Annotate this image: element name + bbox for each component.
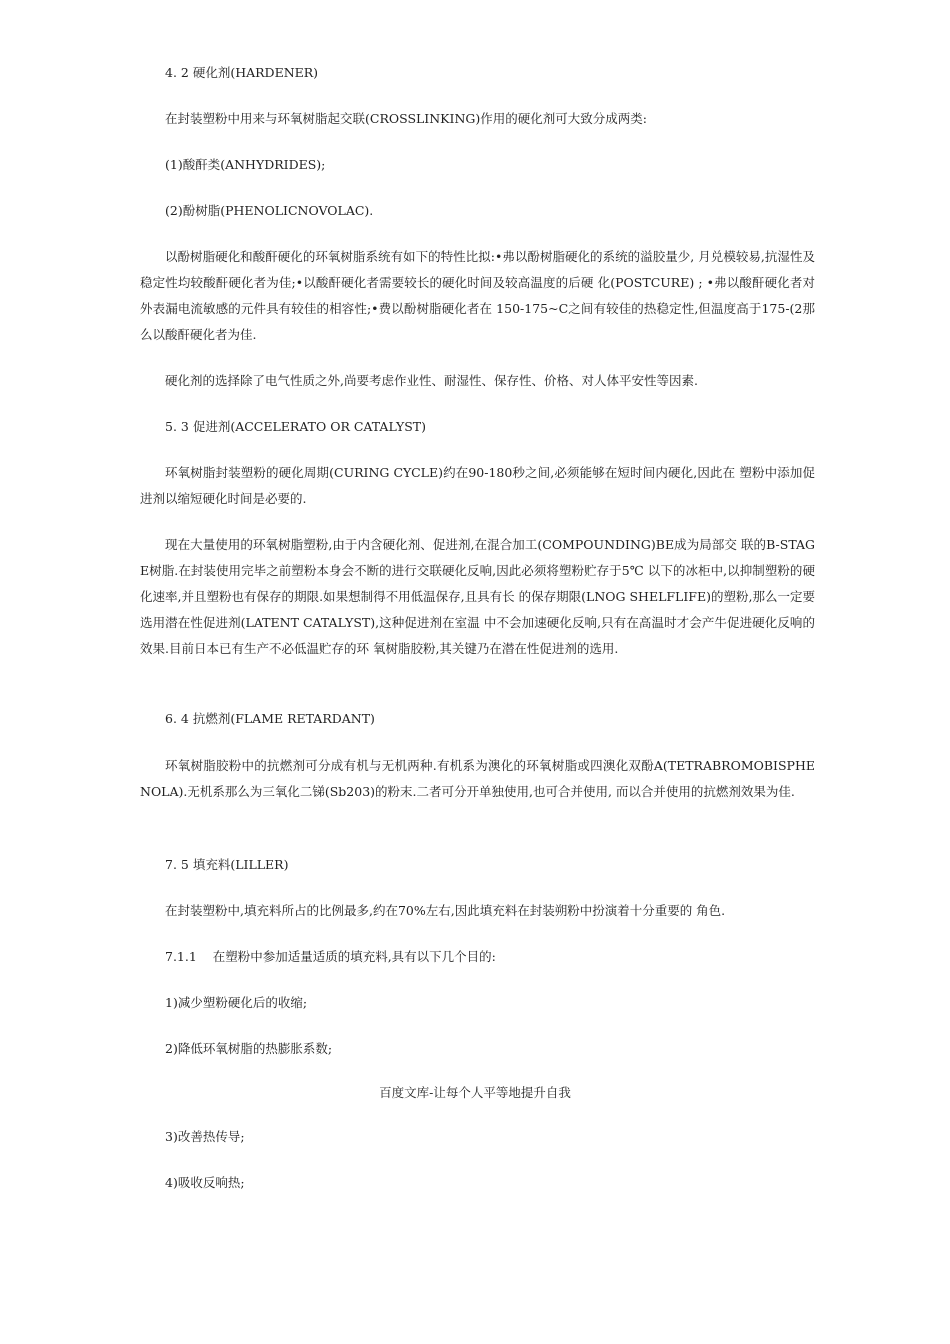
list-item-heat-conduction: 3)改善热传导; [165, 1129, 245, 1144]
paragraph-filler-intro: 在封装塑粉中,填充料所占的比例最多,约在70%左右,因此填充料在封装朔粉中扮演着十分重要的 角色. [165, 903, 726, 918]
list-item-thermal-expansion: 2)降低环氧树脂的热膨胀系数; [165, 1041, 333, 1056]
page-footer: 百度文库-让每个人平等地提升自我 [379, 1085, 571, 1100]
sub-heading-7-1-1: 7.1.1 在塑粉中参加适量适质的填充料,具有以下几个目的: [165, 949, 496, 964]
paragraph-curing-cycle: 环氧树脂封装塑粉的硬化周期(CURING CYCLE)约在90-180秒之间,必须能够在短时间内硬化,因此在 塑粉中添加促进剂以缩短硬化时间是必要的. [140, 465, 815, 506]
paragraph-latent-catalyst: 现在大量使用的环氧树脂塑粉,由于内含硬化剂、促进剂,在混合加工(COMPOUNDING)BE成为局部交 联的B-STAGE树脂.在封装使用完毕之前塑粉本身会不断的进行交联硬化反响,因此必须将塑粉贮存于5℃ 以下的冰柜中,以抑制塑粉的硬化速率,并且塑粉也有保存的期限.如果想制得不用低温保存,且具有长 的保存期限(LNOG SHELFLIFE)的塑粉,那么一定要选用潜在性促进剂(LATENT CATALYST),这种促进剂在室温 中不会加速硬化反响,只有在高温时才会产牛促进硬化反响的效果.目前日本已有生产不必低温贮存的环 氧树脂胶粉,其关键乃在潜在性促进剂的选用. [140, 537, 815, 656]
list-item-anhydrides: (1)酸酐类(ANHYDRIDES); [165, 157, 326, 172]
paragraph-flame-retardant: 环氧树脂胶粉中的抗燃剂可分成有机与无机两种.有机系为澳化的环氧树脂或四澳化双酚A(TETRABROMOBISPHENOLA).无机系那么为三氧化二锑(Sb203)的粉末.二者可分开单独使用,也可合并使用, 而以合并使用的抗燃剂效果为佳. [140, 758, 815, 799]
section-heading-7-5: 7. 5 填充料(LILLER) [165, 857, 289, 872]
section-heading-4-2: 4. 2 硬化剂(HARDENER) [165, 65, 319, 80]
list-item-phenolic: (2)酚树脂(PHENOLICNOVOLAC). [165, 203, 374, 218]
list-item-absorb-heat: 4)吸收反响热; [165, 1175, 245, 1190]
paragraph-hardener-comparison: 以酚树脂硬化和酸酐硬化的环氧树脂系统有如下的特性比拟:•弗以酚树脂硬化的系统的溢胶量少, 月兑模较易,抗湿性及稳定性均较酸酐硬化者为佳;•以酸酐硬化者需要较长的硬化时间及较高温度的后硬 化(POSTCURE) ; •弗以酸酐硬化者对外表漏电流敏感的元件具有较佳的相容性;•费以酚树脂硬化者在 150-175~C之间有较佳的热稳定性,但温度高于175-(2那么以酸酐硬化者为佳. [140, 249, 815, 342]
list-item-reduce-shrinkage: 1)减少塑粉硬化后的收缩; [165, 995, 308, 1010]
paragraph-hardener-selection: 硬化剂的选择除了电气性质之外,尚要考虑作业性、耐湿性、保存性、价格、对人体平安性等因素. [165, 373, 698, 388]
paragraph-hardener-intro: 在封装塑粉中用来与环氧树脂起交联(CROSSLINKING)作用的硬化剂可大致分成两类: [165, 111, 647, 126]
section-heading-5-3: 5. 3 促进剂(ACCELERATO OR CATALYST) [165, 419, 426, 434]
section-heading-6-4: 6. 4 抗燃剂(FLAME RETARDANT) [165, 711, 375, 726]
